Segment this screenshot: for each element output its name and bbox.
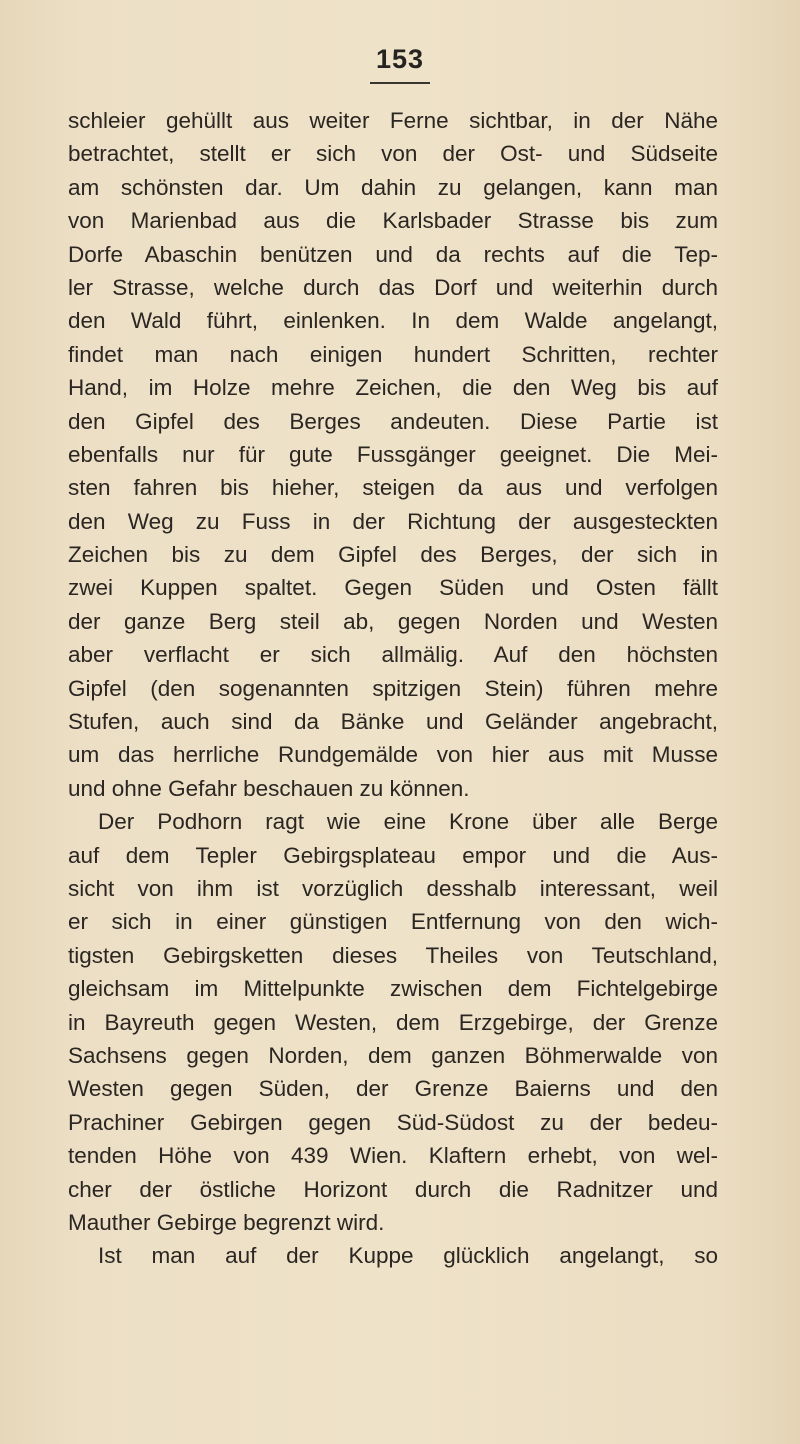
text-line: findet man nach einigen hundert Schritten, rechter <box>68 341 718 367</box>
text-line: betrachtet, stellt er sich von der Ost- und Südseite <box>68 141 718 167</box>
text-line: am schönsten dar. Um dahin zu gelangen, kann man <box>68 174 718 200</box>
text-line: ebenfalls nur für gute Fussgänger geeignet. Die Mei- <box>68 441 718 467</box>
page-number: 153 <box>375 44 425 74</box>
text-line: den Wald führt, einlenken. In dem Walde angelangt, <box>68 308 718 334</box>
text-line: um das herrliche Rundgemälde von hier aus mit Musse <box>68 742 718 768</box>
text-line: und ohne Gefahr beschauen zu können. <box>68 775 470 801</box>
text-line: von Marienbad aus die Karlsbader Strasse bis zum <box>68 208 718 234</box>
text-line: den Weg zu Fuss in der Richtung der ausgesteckten <box>68 508 718 534</box>
text-line: Stufen, auch sind da Bänke und Geländer angebracht, <box>68 709 718 735</box>
text-line: Der Podhorn ragt wie eine Krone über alle Berge <box>98 809 718 835</box>
text-line: Westen gegen Süden, der Grenze Baierns und den <box>68 1076 718 1102</box>
page-number-underline <box>370 82 430 84</box>
text-line: Dorfe Abaschin benützen und da rechts auf die Tep- <box>68 241 718 267</box>
text-line: Hand, im Holze mehre Zeichen, die den Weg bis auf <box>68 375 718 401</box>
text-line: den Gipfel des Berges andeuten. Diese Partie ist <box>68 408 718 434</box>
text-line: er sich in einer günstigen Entfernung von den wich- <box>68 909 718 935</box>
text-line: schleier gehüllt aus weiter Ferne sichtbar, in der Nähe <box>68 108 718 133</box>
text-line: der ganze Berg steil ab, gegen Norden und Westen <box>68 608 718 634</box>
body-text <box>68 104 718 1273</box>
text-line: Sachsens gegen Norden, dem ganzen Böhmerwalde von <box>68 1042 718 1068</box>
text-line: aber verflacht er sich allmälig. Auf den höchsten <box>68 642 718 668</box>
text-line: tigsten Gebirgsketten dieses Theiles von Teutschland, <box>68 942 718 968</box>
text-line: zwei Kuppen spaltet. Gegen Süden und Osten fällt <box>68 575 718 601</box>
text-line: in Bayreuth gegen Westen, dem Erzgebirge, der Grenze <box>68 1009 718 1035</box>
text-line: Mauther Gebirge begrenzt wird. <box>68 1209 385 1235</box>
text-line: auf dem Tepler Gebirgsplateau empor und die Aus- <box>68 842 718 868</box>
text-line: sicht von ihm ist vorzüglich desshalb interessant, weil <box>68 875 718 901</box>
text-line: Zeichen bis zu dem Gipfel des Berges, der sich in <box>68 542 718 568</box>
text-line: ler Strasse, welche durch das Dorf und weiterhin durch <box>68 274 718 300</box>
text-line: sten fahren bis hieher, steigen da aus und verfolgen <box>68 475 718 501</box>
text-line: Prachiner Gebirgen gegen Süd-Südost zu der bedeu- <box>68 1109 718 1135</box>
text-line: gleichsam im Mittelpunkte zwischen dem Fichtelgebirge <box>68 976 718 1002</box>
text-line: Ist man auf der Kuppe glücklich angelangt, so <box>98 1243 718 1269</box>
text-line: Gipfel (den sogenannten spitzigen Stein) führen mehre <box>68 675 718 701</box>
text-line: cher der östliche Horizont durch die Radnitzer und <box>68 1176 718 1202</box>
text-line: tenden Höhe von 439 Wien. Klaftern erhebt, von wel- <box>68 1143 718 1169</box>
